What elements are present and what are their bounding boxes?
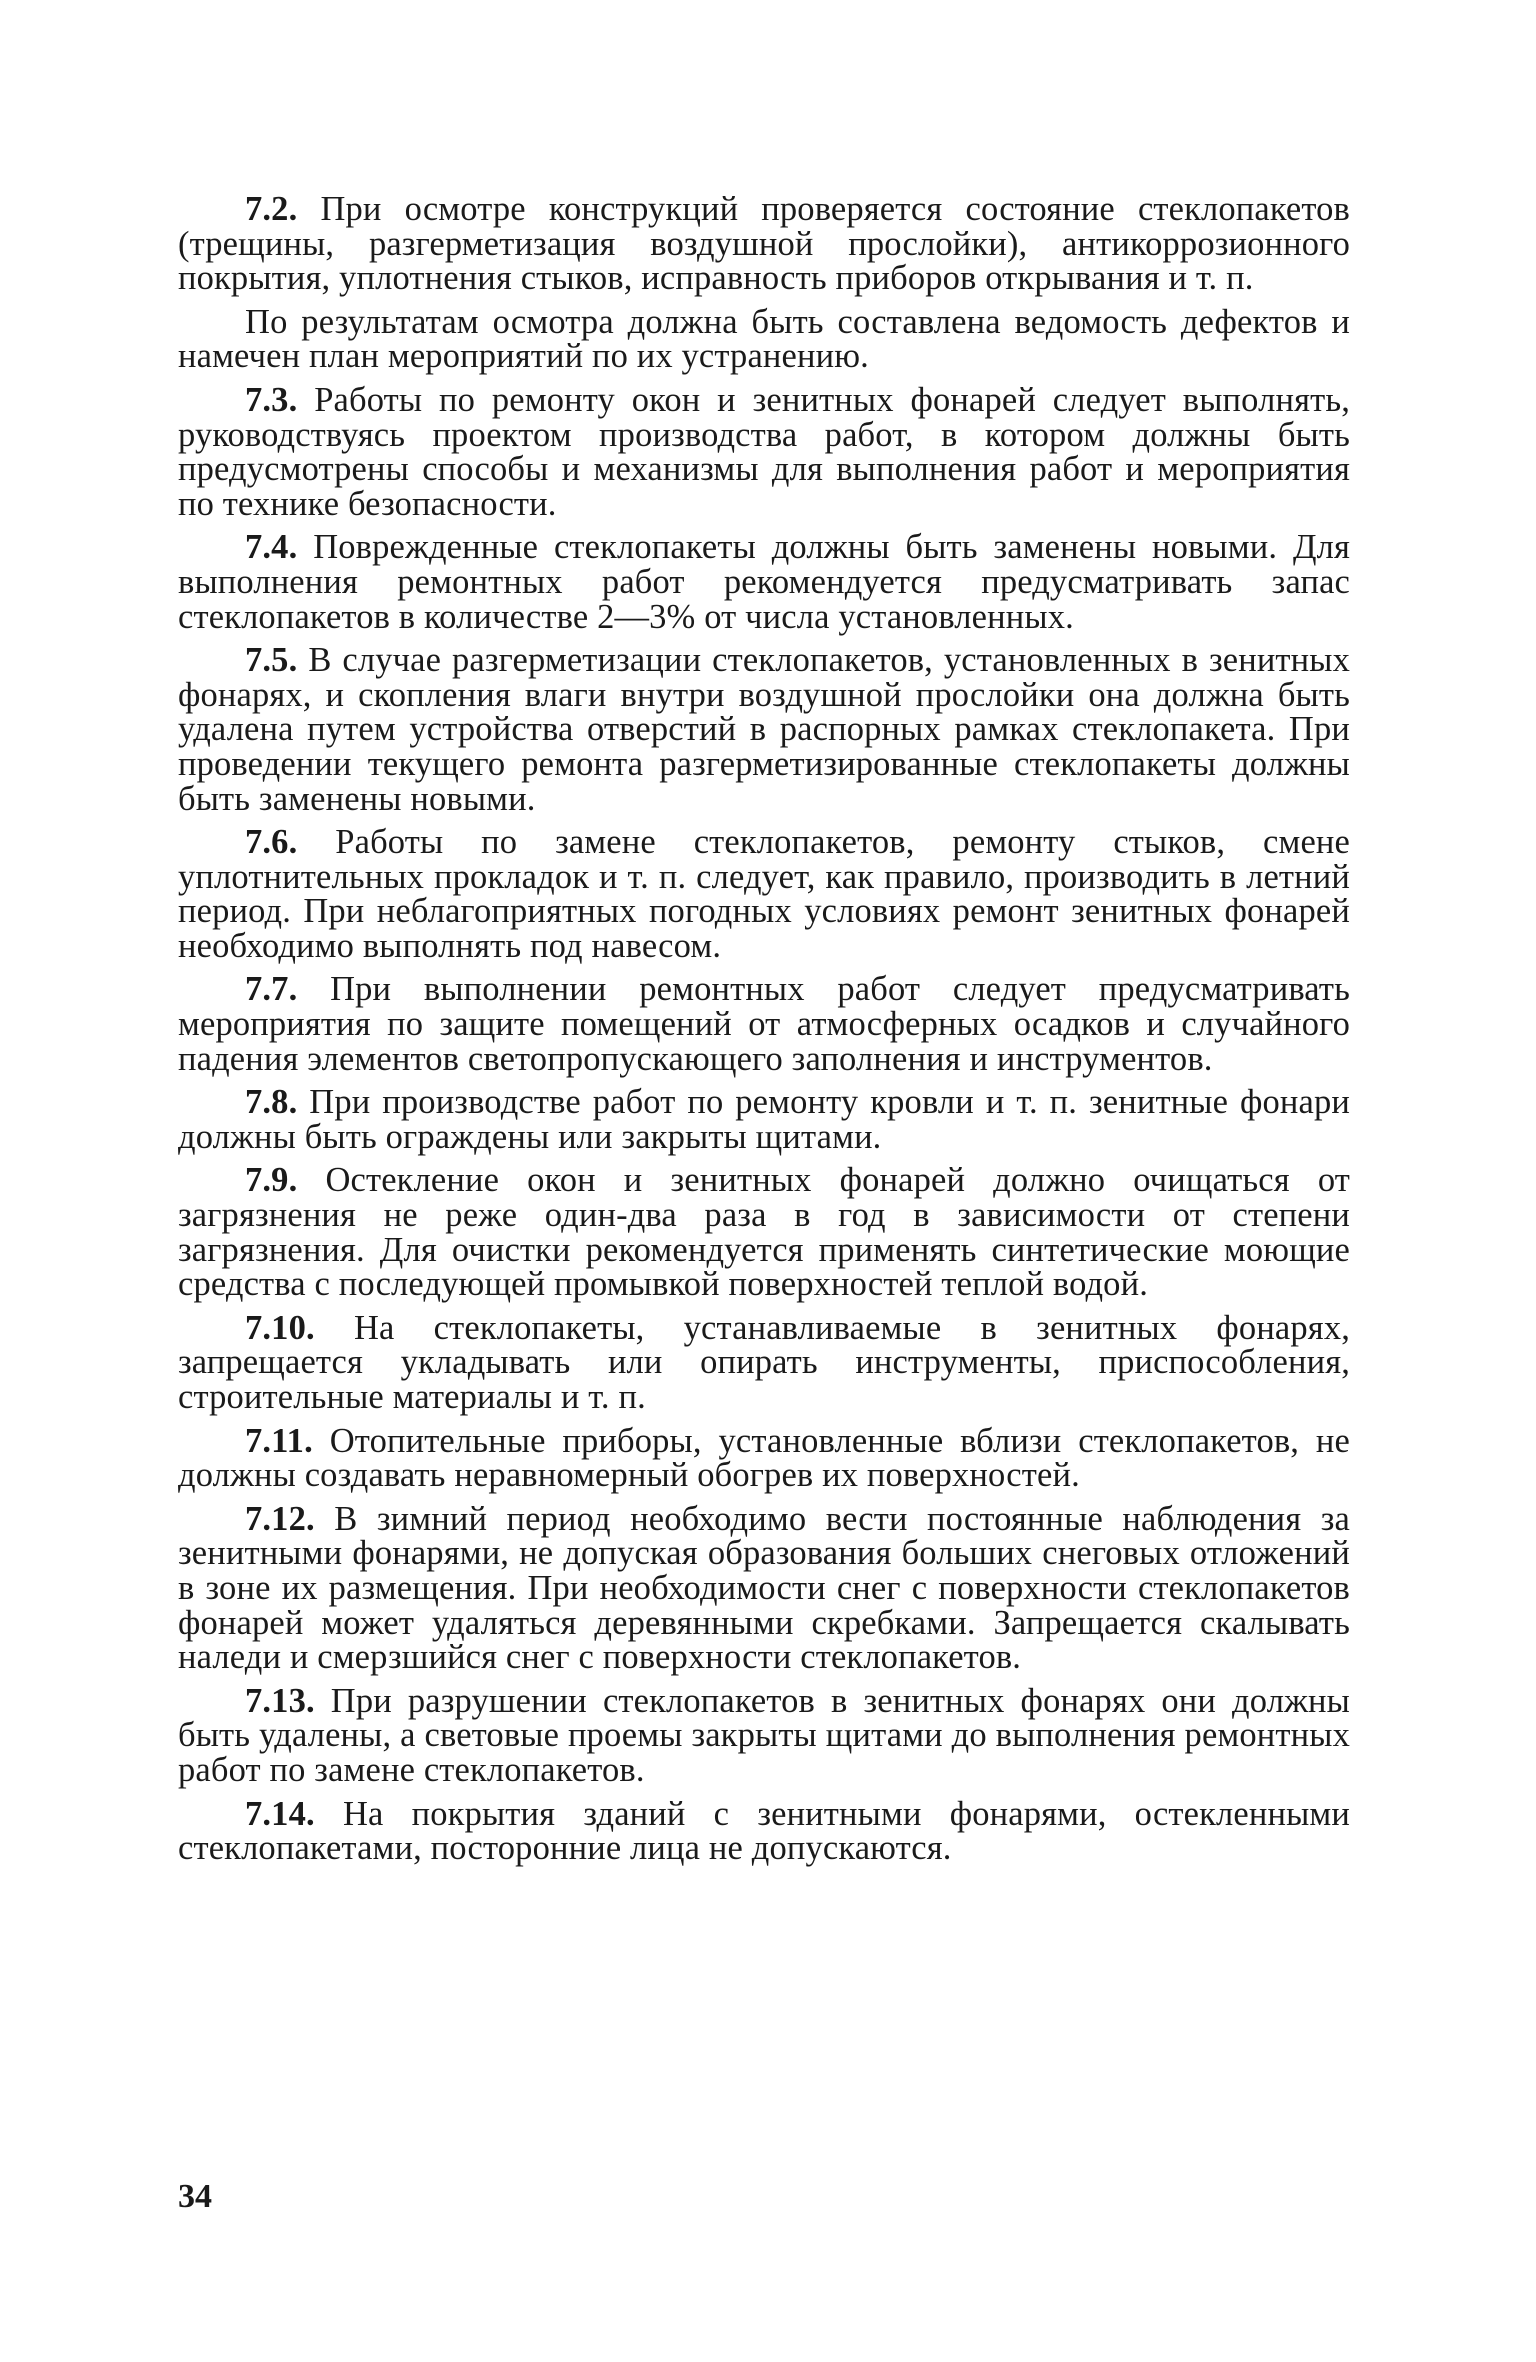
paragraph-number: 7.13. [245, 1681, 315, 1720]
paragraph-7-12 [178, 1499, 1350, 1677]
paragraph-7-9 [178, 1161, 1350, 1304]
paragraph-7-10 [178, 1308, 1350, 1416]
paragraph-7-8 [178, 1085, 1350, 1154]
paragraph-number: 7.8. [245, 1083, 298, 1122]
paragraph-number: 7.12. [245, 1499, 315, 1538]
paragraph-7-14 [178, 1794, 1350, 1868]
paragraph-text: При разрушении стеклопакетов в зенитных фонарях они должны быть удалены, а световые проемы закрыты щитами до выполнения ремонтных работ по замене стеклопакетов. [178, 1681, 1350, 1789]
paragraph-number: 7.10. [245, 1308, 315, 1347]
paragraph-7-5 [178, 643, 1350, 816]
paragraph-text: При выполнении ремонтных работ следует предусматривать мероприятия по защите помещений от атмосферных осадков и случайного падения элементов светопропускающего заполнения и инструментов. [178, 970, 1350, 1078]
paragraph-text: В случае разгерметизации стеклопакетов, установленных в зенитных фонарях, и скопления влаги внутри воздушной прослойки она должна быть удалена путем устройства отверстий в распорных рамках стеклопакета. При проведении текущего ремонта разгерметизированные стеклопакеты должны быть заменены новыми. [178, 641, 1351, 818]
paragraph-7-4 [178, 530, 1350, 634]
paragraph-7-7 [178, 972, 1350, 1076]
paragraph-text: Остекление окон и зенитных фонарей должно очищаться от загрязнения не реже один-два раза в год в зависимости от степени загрязнения. Для очистки рекомендуется применять синтетические моющие средства с последующей промывкой поверхностей теплой водой. [178, 1161, 1350, 1304]
paragraph-number: 7.5. [245, 641, 298, 680]
paragraph-number: 7.9. [245, 1161, 298, 1200]
paragraph-text: При производстве работ по ремонту кровли и т. п. зенитные фонари должны быть ограждены или закрыты щитами. [178, 1083, 1350, 1156]
paragraph-text: По результатам осмотра должна быть составлена ведомость дефектов и намечен план мероприятий по их устранению. [178, 302, 1350, 376]
paragraph-text: На стеклопакеты, устанавливаемые в зенитных фонарях, запрещается укладывать или опирать инструменты, приспособления, строительные материалы и т. п. [178, 1308, 1350, 1416]
paragraph-text: В зимний период необходимо вести постоянные наблюдения за зенитными фонарями, не допуская образования больших снеговых отложений в зоне их размещения. При необходимости снег с поверхности стеклопакетов фонарей может удаляться деревянными скребками. Запрещается скалывать наледи и смерзшийся снег с поверхности стеклопакетов. [178, 1499, 1350, 1677]
paragraph-text: Поврежденные стеклопакеты должны быть заменены новыми. Для выполнения ремонтных работ рекомендуется предусматривать запас стеклопакетов в количестве 2—3% от числа установленных. [178, 528, 1351, 636]
document-body [178, 192, 1350, 1875]
paragraph-number: 7.14. [245, 1794, 315, 1833]
paragraph-text: Отопительные приборы, установленные вблизи стеклопакетов, не должны создавать неравномерный обогрев их поверхностей. [178, 1421, 1350, 1495]
paragraph-7-2 [178, 192, 1350, 296]
paragraph-7-6 [178, 825, 1350, 963]
paragraph-number: 7.7. [245, 970, 298, 1009]
paragraph-7-11 [178, 1421, 1350, 1495]
paragraph-number: 7.2. [245, 190, 298, 228]
paragraph-number: 7.6. [245, 823, 298, 862]
paragraph-number: 7.3. [245, 380, 298, 419]
paragraph-text: Работы по ремонту окон и зенитных фонарей следует выполнять, руководствуясь проектом производства работ, в котором должны быть предусмотрены способы и механизмы для выполнения работ и мероприятия по технике безопасности. [178, 380, 1350, 523]
paragraph-text: На покрытия зданий с зенитными фонарями, остекленными стеклопакетами, посторонние лица не допускаются. [178, 1794, 1350, 1868]
paragraph-text: Работы по замене стеклопакетов, ремонту стыков, смене уплотнительных прокладок и т. п. следует, как правило, производить в летний период. При неблагоприятных погодных условиях ремонт зенитных фонарей необходимо выполнять под навесом. [178, 823, 1351, 965]
paragraph-7-2-continued [178, 302, 1350, 376]
paragraph-number: 7.11. [245, 1421, 313, 1460]
paragraph-number: 7.4. [245, 528, 298, 567]
paragraph-7-13 [178, 1681, 1350, 1789]
paragraph-7-3 [178, 380, 1350, 523]
paragraph-text: При осмотре конструкций проверяется состояние стеклопакетов (трещины, разгерметизация воздушной прослойки), антикоррозионного покрытия, уплотнения стыков, исправность приборов открывания и т. п. [178, 190, 1350, 298]
page-number: 34 [178, 2178, 212, 2215]
